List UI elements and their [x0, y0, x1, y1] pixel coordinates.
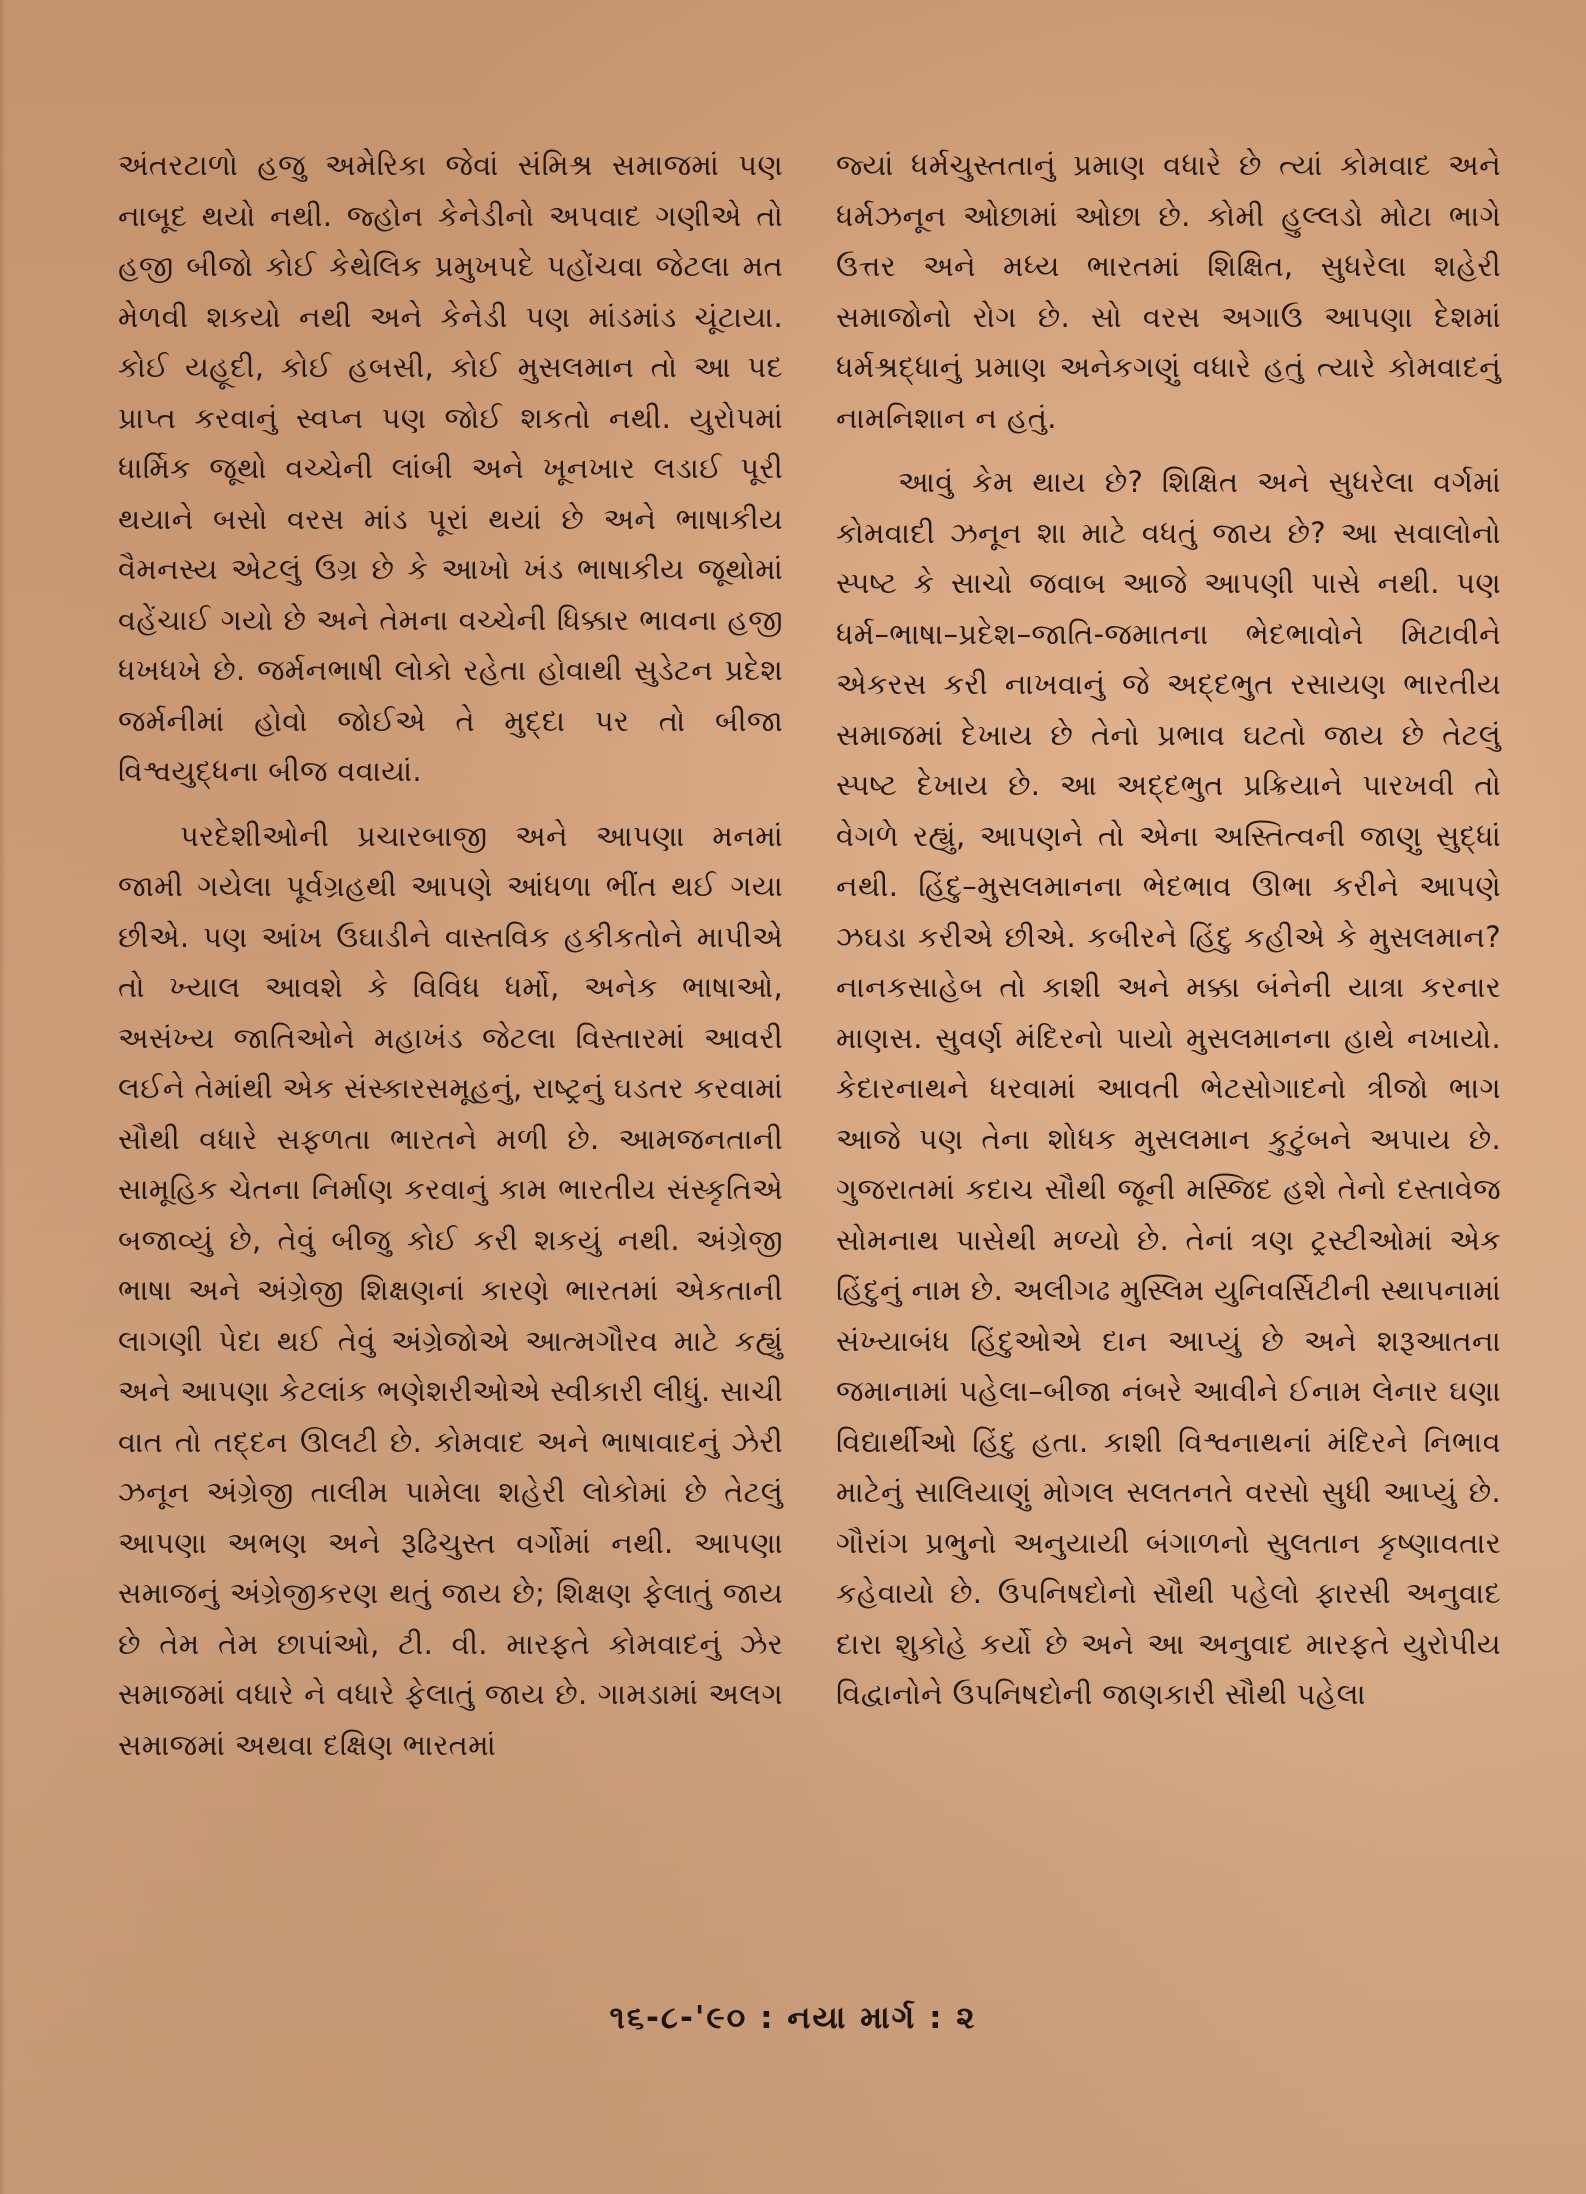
page-footer: ૧૬-૮-'૯૦ : નયા માર્ગ : ૨	[609, 2000, 977, 2036]
left-column	[118, 140, 783, 1770]
left-paragraph-1: અંતરટાળો હજુ અમેરિકા જેવાં સંમિશ્ર સમાજમાં પણ નાબૂદ થયો નથી. જ્હોન કેનેડીનો અપવાદ ગણીએ તો હજી બીજો કોઈ કેથેલિક પ્રમુખપદે પહોંચવા જેટલા મત મેળવી શકયો નથી અને કેનેડી પણ માંડમાંડ ચૂંટાયા. કોઈ યહૂદી, કોઈ હબસી, કોઈ મુસલમાન તો આ પદ પ્રાપ્ત કરવાનું સ્વપ્ન પણ જોઈ શકતો નથી. યુરોપમાં ધાર્મિક જૂથો વચ્ચેની લાંબી અને ખૂનખાર લડાઈ પૂરી થયાને બસો વરસ માંડ પૂરાં થયાં છે અને ભાષાકીય વૈમનસ્ય એટલું ઉગ્ર છે કે આખો ખંડ ભાષાકીય જૂથોમાં વહેંચાઈ ગયો છે અને તેમના વચ્ચેની ધિક્કાર ભાવના હજી ધખધખે છે. જર્મનભાષી લોકો રહેતા હોવાથી સુડેટન પ્રદેશ જર્મનીમાં હોવો જોઈએ તે મુદ્દા પર તો બીજા વિશ્વયુદ્ધના બીજ વવાયાં.	[118, 148, 783, 788]
page-edge-shadow	[0, 0, 6, 2194]
right-paragraph-1: જ્યાં ધર્મચુસ્તતાનું પ્રમાણ વધારે છે ત્યાં કોમવાદ અને ધર્મઝનૂન ઓછામાં ઓછા છે. કોમી હુલ્લડો મોટા ભાગે ઉત્તર અને મધ્ય ભારતમાં શિક્ષિત, સુધરેલા શહેરી સમાજોનો રોગ છે. સો વરસ અગાઉ આપણા દેશમાં ધર્મશ્રદ્ધાનું પ્રમાણ અનેકગણું વધારે હતું ત્યારે કોમવાદનું નામનિશાન ન હતું.	[836, 148, 1501, 435]
left-paragraph-2: પરદેશીઓની પ્રચારબાજી અને આપણા મનમાં જામી ગયેલા પૂર્વગ્રહથી આપણે આંધળા ભીંત થઈ ગયા છીએ. પણ આંખ ઉઘાડીને વાસ્તવિક હકીકતોને માપીએ તો ખ્યાલ આવશે કે વિવિધ ધર્મો, અનેક ભાષાઓ, અસંખ્ય જાતિઓને મહાખંડ જેટલા વિસ્તારમાં આવરી લઈને તેમાંથી એક સંસ્કારસમૂહનું, રાષ્ટ્રનું ઘડતર કરવામાં સૌથી વધારે સફળતા ભારતને મળી છે. આમજનતાની સામૂહિક ચેતના નિર્માણ કરવાનું કામ ભારતીય સંસ્કૃતિએ બજાવ્યું છે, તેવું બીજુ કોઈ કરી શકયું નથી. અંગ્રેજી ભાષા અને અંગ્રેજી શિક્ષણનાં કારણે ભારતમાં એકતાની લાગણી પેદા થઈ તેવું અંગ્રેજોએ આત્મગૌરવ માટે કહ્યું અને આપણા કેટલાંક ભણેશરીઓએ સ્વીકારી લીધું. સાચી વાત તો તદ્દન ઊલટી છે. કોમવાદ અને ભાષાવાદનું ઝેરી ઝનૂન અંગ્રેજી તાલીમ પામેલા શહેરી લોકોમાં છે તેટલું આપણા અભણ અને રૂઢિચુસ્ત વર્ગોમાં નથી. આપણા સમાજનું અંગ્રેજીકરણ થતું જાય છે; શિક્ષણ ફેલાતું જાય છે તેમ તેમ છાપાંઓ, ટી. વી. મારફતે કોમવાદનું ઝેર સમાજમાં વધારે ને વધારે ફેલાતું જાય છે. ગામડામાં અલગ સમાજમાં અથવા દક્ષિણ ભારતમાં	[118, 818, 783, 1762]
right-paragraph-2: આવું કેમ થાય છે? શિક્ષિત અને સુધરેલા વર્ગમાં કોમવાદી ઝનૂન શા માટે વધતું જાય છે? આ સવાલોનો સ્પષ્ટ કે સાચો જવાબ આજે આપણી પાસે નથી. પણ ધર્મ–ભાષા–પ્રદેશ–જાતિ-જમાતના ભેદભાવોને મિટાવીને એકરસ કરી નાખવાનું જે અદ્દભુત રસાયણ ભારતીય સમાજમાં દેખાય છે તેનો પ્રભાવ ઘટતો જાય છે તેટલું સ્પષ્ટ દેખાય છે. આ અદ્દભુત પ્રક્રિયાને પારખવી તો વેગળે રહ્યું, આપણને તો એના અસ્તિત્વની જાણુ સુદ્ધાં નથી. હિંદુ–મુસલમાનના ભેદભાવ ઊભા કરીને આપણે ઝઘડા કરીએ છીએ. કબીરને હિંદુ કહીએ કે મુસલમાન? નાનકસાહેબ તો કાશી અને મક્કા બંનેની યાત્રા કરનાર માણસ. સુવર્ણ મંદિરનો પાયો મુસલમાનના હાથે નખાયો. કેદારનાથને ધરવામાં આવતી ભેટસોગાદનો ત્રીજો ભાગ આજે પણ તેના શોધક મુસલમાન કુટુંબને અપાય છે. ગુજરાતમાં કદાચ સૌથી જૂની મસ્જિદ હશે તેનો દસ્તાવેજ સોમનાથ પાસેથી મળ્યો છે. તેનાં ત્રણ ટ્રસ્ટીઓમાં એક હિંદુનું નામ છે. અલીગઢ મુસ્લિમ યુનિવર્સિટીની સ્થાપનામાં સંખ્યાબંધ હિંદુઓએ દાન આપ્યું છે અને શરૂઆતના જમાનામાં પહેલા–બીજા નંબરે આવીને ઈનામ લેનાર ઘણા વિદ્યાર્થીઓ હિંદુ હતા. કાશી વિશ્વનાથનાં મંદિરને નિભાવ માટેનું સાલિયાણું મોગલ સલતનતે વરસો સુધી આપ્યું છે. ગૌરાંગ પ્રભુનો અનુયાયી બંગાળનો સુલતાન કૃષ્ણાવતાર કહેવાયો છે. ઉપનિષદોનો સૌથી પહેલો ફારસી અનુવાદ દારા શુકોહે કર્યો છે અને આ અનુવાદ મારફતે યુરોપીય વિદ્વાનોને ઉપનિષદોની જાણકારી સૌથી પહેલા	[836, 465, 1501, 1711]
right-column	[836, 140, 1501, 1720]
